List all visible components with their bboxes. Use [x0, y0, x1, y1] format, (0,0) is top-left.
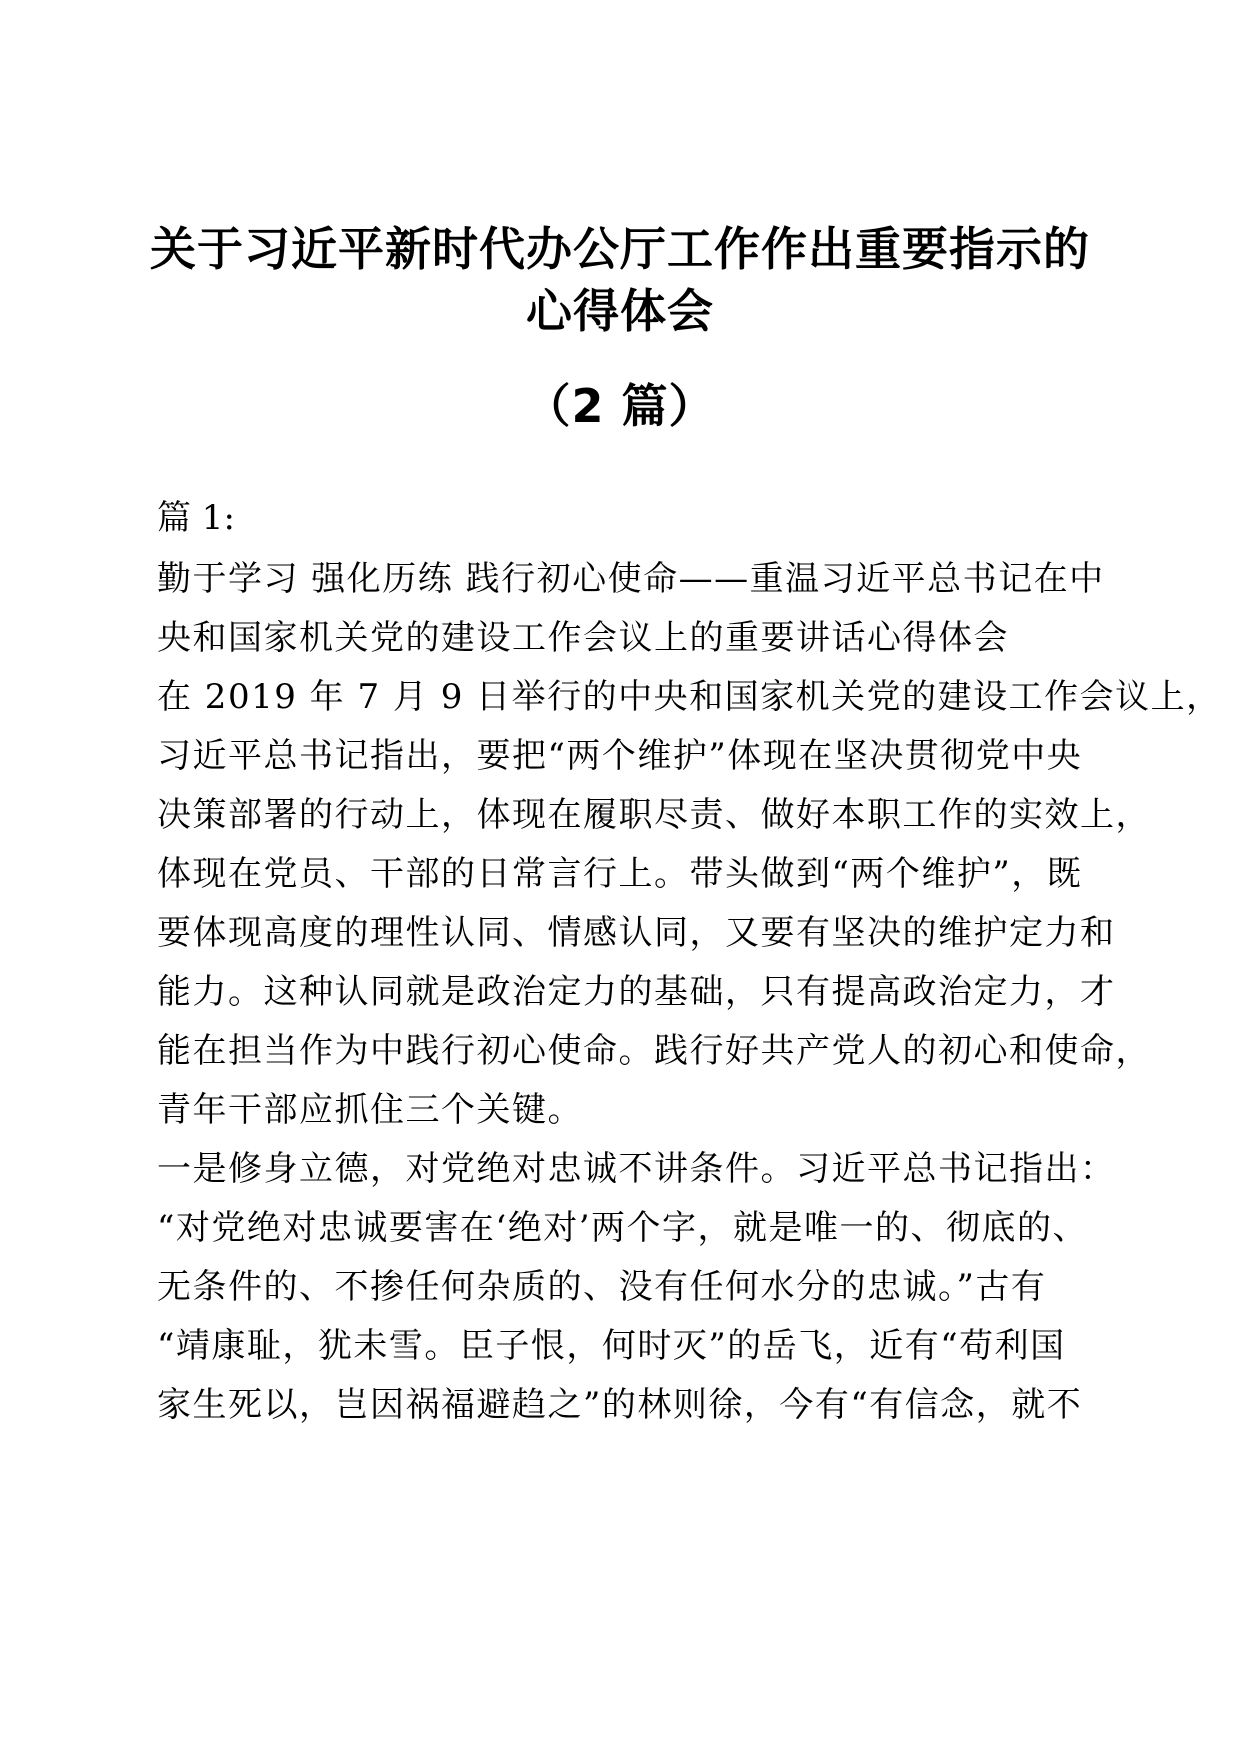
body-line-3: 在 2019 年 7 月 9 日举行的中央和国家机关党的建设工作会议上， [157, 677, 1222, 717]
body-line-15: 家生死以，岂因祸福避趋之”的林则徐，今有“有信念，就不 [157, 1385, 1083, 1425]
body-line-5: 决策部署的行动上，体现在履职尽责、做好本职工作的实效上， [157, 795, 1151, 835]
body-line-6: 体现在党员、干部的日常言行上。带头做到“两个维护”，既 [157, 854, 1083, 894]
document-title-line-1: 关于习近平新时代办公厅工作作出重要指示的 [150, 222, 1090, 276]
body-line-4: 习近平总书记指出，要把“两个维护”体现在坚决贯彻党中央 [157, 736, 1083, 776]
body-line-1: 勤于学习 强化历练 践行初心使命——重温习近平总书记在中 [157, 559, 1105, 599]
body-line-13: 无条件的、不掺任何杂质的、没有任何水分的忠诚。”古有 [157, 1267, 1047, 1307]
body-line-8: 能力。这种认同就是政治定力的基础，只有提高政治定力，才 [157, 972, 1116, 1012]
body-line-12: “对党绝对忠诚要害在‘绝对’两个字，就是唯一的、彻底的、 [157, 1208, 1088, 1248]
body-line-2: 央和国家机关党的建设工作会议上的重要讲话心得体会 [157, 618, 1009, 658]
body-line-7: 要体现高度的理性认同、情感认同，又要有坚决的维护定力和 [157, 913, 1116, 953]
body-line-10: 青年干部应抓住三个关键。 [157, 1090, 583, 1130]
document-title-line-2: 心得体会 [526, 284, 714, 338]
document-subtitle-count: （2 篇） [524, 379, 716, 433]
body-line-11: 一是修身立德，对党绝对忠诚不讲条件。习近平总书记指出： [157, 1149, 1116, 1189]
body-line-14: “靖康耻，犹未雪。臣子恨，何时灭”的岳飞，近有“苟利国 [157, 1326, 1066, 1366]
section-label: 篇 1: [157, 498, 235, 538]
body-line-9: 能在担当作为中践行初心使命。践行好共产党人的初心和使命， [157, 1031, 1151, 1071]
